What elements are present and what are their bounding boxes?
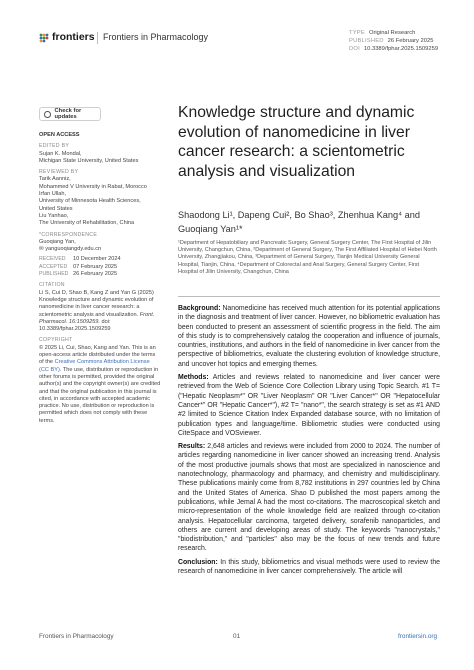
brand-name: frontiers (52, 31, 95, 43)
edited-by: Sujan K. Mondal, Michigan State University, United States (39, 150, 139, 164)
reviewed-by: Tarik Aanniz, Mohammed V University in Rabat, Morocco Irfan Ullah, University of Minnesota Health Sciences, United States Liu Yanhao, The University of Rehabilitation, China (39, 176, 147, 227)
published-date: PUBLISHED 26 February 2025 (39, 271, 118, 278)
affiliations: ¹Department of Hepatobiliary and Pancreatic Surgery, General Surgery Center, The First Hospital of Jilin University, Changchun, China, ²Department of General Surgery, The First Affiliated Hospital of Hebei North University, Zhangjiakou, China, ³Department of General Surgery, Tianjin Medical University General Hospital, Tianjin, China, ⁴Department of Colorectal and Anal Surgery, General Surgery Center, First Hospital of Jilin University, Changchun, China (178, 240, 437, 275)
reviewed-by-heading: REVIEWED BY (39, 169, 79, 176)
abstract-conclusion: Conclusion: In this study, bibliometrics and visual methods were used to review the research of nanomedicine in liver cancer comprehensively. The article will (178, 558, 440, 576)
abstract-background: Background: Nanomedicine has received much attention for its potential applications in the diagnosis and treatment of liver cancer. However, no bibliometric evaluation has been conducted to present an assessment of scientific progress in the field. The aim of this study is to comprehensively catalog the cooperation and influence of journals, countries, institutions, and authors in the field of nanomedicine in liver cancer from the perspective of bibliometrics, evaluate the clustering evolution of knowledge structure, and uncover hot topics and emerging themes. (178, 305, 440, 368)
abstract-methods: Methods: Articles and reviews related to nanomedicine and liver cancer were retrieved from the Web of Science Core Collection Library using Topic Search. #1 T= ("Hepatic Neoplasm*" OR "Liver Neoplasm" OR "Liver Cancer*" OR "Hepatocellular Cancer*" OR "Hepatic Cancer*"), #2 T= "nano*", the search strategy is set as #1 AND #2 limited to Science Citation Index Expanded database source, with no limitation of publication types and language/time. Bibliometric studies were conducted using CiteSpace and VOSviewer. (178, 374, 440, 437)
author-list: Shaodong Li¹, Dapeng Cui², Bo Shao³, Zhenhua Kang⁴ and Guoqiang Yan¹* (178, 210, 420, 234)
meta-published: PUBLISHED 26 February 2025 (349, 38, 434, 44)
accepted-date: ACCEPTED 07 February 2025 (39, 263, 118, 270)
edited-by-heading: EDITED BY (39, 143, 70, 150)
page-number: 01 (233, 633, 241, 640)
article-title: Knowledge structure and dynamic evolution of nanomedicine in liver cancer research: a scientometric analysis and visualization (178, 104, 415, 180)
copyright-text: © 2025 Li, Cui, Shao, Kang and Yan. This is an open-access article distributed under the terms of the Creative Commons Attribution License (CC BY). The use, distribution or reproduction in other forums is permitted, provided the original author(s) and the copyright owner(s) are credited and that the original publication in this journal is cited, in accordance with accepted academic practice. No use, distribution or reproduction is permitted which does not comply with these terms. (39, 344, 161, 424)
received-date: RECEIVED 10 December 2024 (39, 256, 121, 263)
abstract-divider (178, 296, 440, 297)
header-divider (97, 32, 98, 44)
correspondence-name: Guoqiang Yan, (39, 238, 76, 245)
citation-heading: CITATION (39, 282, 65, 289)
abstract (178, 304, 440, 580)
abstract-results: Results: 2,648 articles and reviews were included from 2000 to 2024. The number of articles regarding nanomedicine in liver cancer showed an increasing trend. Analysis of the most productive journals shows that most are specialized in nanoscience and nanotechnology, pharmacology and pharmacy, and chemistry and multidisciplinary. These publications mainly come from 8,782 institutions in 297 countries led by China and the United States of America. Shao D published the most papers among the publications, while Jemal A had the most co-citations. The macroscopical sketch and micro-representation of the whole knowledge field are realized through co-citation analysis. Hepatocellular carcinoma, targeted delivery, sorafenib nanoparticles, and others are current and developing areas of study. The keywords "nanocrystals," "biodistribution," and "particles" also may be the focus of new trends and future research. (178, 443, 440, 553)
check-for-updates-button[interactable]: Check for updates (39, 107, 101, 121)
cc-by-license-link[interactable]: Creative Commons Attribution License (CC BY). (39, 359, 150, 373)
meta-type: TYPE Original Research (349, 30, 416, 36)
footer-site-link[interactable]: frontiersin.org (398, 633, 438, 640)
left-sidebar (39, 132, 161, 425)
frontiers-logo-icon (39, 33, 49, 43)
journal-name[interactable]: Frontiers in Pharmacology (103, 32, 209, 42)
footer-journal: Frontiers in Pharmacology (39, 633, 114, 640)
correspondence-email[interactable]: ✉ yanguoqiangdy.edu.cn (39, 246, 102, 253)
copyright-heading: COPYRIGHT (39, 337, 73, 344)
meta-doi[interactable]: DOI 10.3389/fphar.2025.1509259 (349, 46, 439, 52)
update-check-icon (44, 111, 51, 118)
correspondence-heading: *CORRESPONDENCE (39, 231, 98, 238)
citation-text: Li S, Cui D, Shao B, Kang Z and Yan G (2025) Knowledge structure and dynamic evolution of nanomedicine in liver cancer research: a scientometric analysis and visualization. Front. Pharmacol. 16:1509259. doi: 10.3389/fphar.2025.1509259 (39, 289, 155, 333)
open-access-label: OPEN ACCESS (39, 132, 80, 138)
